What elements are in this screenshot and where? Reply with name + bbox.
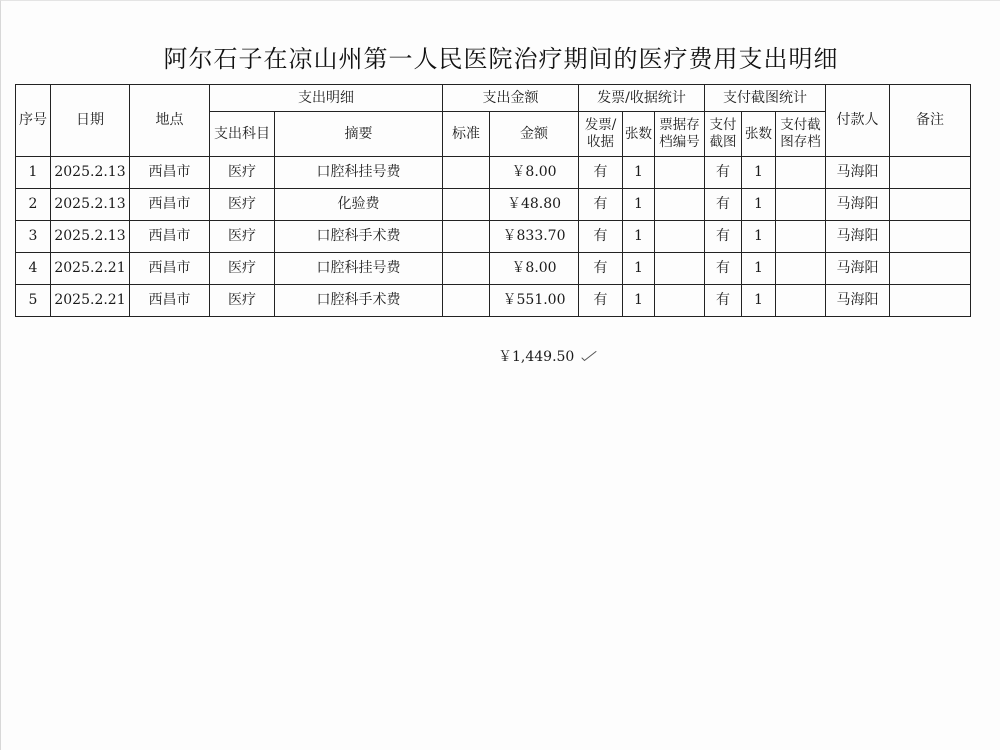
- cell-standard: [443, 221, 490, 253]
- cell-place: 西昌市: [130, 253, 210, 285]
- cell-amount: ￥8.00: [490, 253, 579, 285]
- header-invoice: [579, 112, 623, 157]
- cell-date: 2025.2.21: [51, 253, 130, 285]
- cell-remark: [890, 285, 971, 317]
- cell-standard: [443, 285, 490, 317]
- header-invoice-line1: 发票/: [584, 117, 617, 133]
- cell-archive-no: [655, 221, 705, 253]
- cell-standard: [443, 189, 490, 221]
- cell-screenshot: 有: [705, 221, 742, 253]
- cell-amount: ￥833.70: [490, 221, 579, 253]
- cell-remark: [890, 221, 971, 253]
- cell-screenshot-archive: [776, 285, 826, 317]
- cell-screenshot-count: 1: [742, 221, 776, 253]
- cell-summary: 口腔科手术费: [275, 221, 443, 253]
- cell-amount: ￥48.80: [490, 189, 579, 221]
- cell-payer: 马海阳: [826, 253, 890, 285]
- table-row: [16, 285, 971, 317]
- header-screenshot: [705, 112, 742, 157]
- cell-screenshot: 有: [705, 157, 742, 189]
- cell-seq: 5: [16, 285, 51, 317]
- cell-seq: 3: [16, 221, 51, 253]
- cell-category: 医疗: [210, 221, 275, 253]
- header-screenshot-group: 支付截图统计: [705, 85, 826, 112]
- cell-invoice-count: 1: [623, 157, 655, 189]
- header-row-1: [16, 85, 971, 112]
- cell-remark: [890, 157, 971, 189]
- header-screenshot-line1: 支付: [709, 117, 737, 133]
- header-amount-group: 支出金额: [443, 85, 579, 112]
- total-amount: [498, 346, 597, 366]
- header-summary: 摘要: [275, 112, 443, 157]
- cell-invoice: 有: [579, 221, 623, 253]
- cell-place: 西昌市: [130, 221, 210, 253]
- cell-archive-no: [655, 189, 705, 221]
- cell-seq: 4: [16, 253, 51, 285]
- cell-remark: [890, 253, 971, 285]
- cell-screenshot-count: 1: [742, 189, 776, 221]
- cell-standard: [443, 157, 490, 189]
- cell-screenshot: 有: [705, 189, 742, 221]
- document-title: 阿尔石子在凉山州第一人民医院治疗期间的医疗费用支出明细: [163, 45, 839, 73]
- cell-date: 2025.2.13: [51, 221, 130, 253]
- cell-invoice-count: 1: [623, 189, 655, 221]
- header-detail-group: 支出明细: [210, 85, 443, 112]
- cell-archive-no: [655, 157, 705, 189]
- cell-category: 医疗: [210, 285, 275, 317]
- cell-invoice-count: 1: [623, 253, 655, 285]
- header-ss-archive-line1: 支付截: [780, 117, 821, 133]
- cell-invoice: 有: [579, 189, 623, 221]
- header-screenshot-archive: [776, 112, 826, 157]
- cell-payer: 马海阳: [826, 221, 890, 253]
- header-payer: 付款人: [826, 85, 890, 157]
- cell-invoice: 有: [579, 157, 623, 189]
- cell-place: 西昌市: [130, 157, 210, 189]
- cell-payer: 马海阳: [826, 285, 890, 317]
- header-seq: 序号: [16, 85, 51, 157]
- cell-date: 2025.2.21: [51, 285, 130, 317]
- cell-seq: 1: [16, 157, 51, 189]
- cell-screenshot-archive: [776, 221, 826, 253]
- cell-seq: 2: [16, 189, 51, 221]
- cell-archive-no: [655, 253, 705, 285]
- header-archive-line1: 票据存: [659, 117, 700, 133]
- header-date: 日期: [51, 85, 130, 157]
- cell-screenshot-count: 1: [742, 285, 776, 317]
- header-screenshot-line2: 截图: [709, 134, 737, 150]
- cell-category: 医疗: [210, 253, 275, 285]
- expense-table: [15, 84, 971, 317]
- cell-place: 西昌市: [130, 189, 210, 221]
- header-invoice-count: 张数: [623, 112, 655, 157]
- table-row: [16, 221, 971, 253]
- cell-archive-no: [655, 285, 705, 317]
- cell-screenshot-archive: [776, 189, 826, 221]
- handwritten-check-icon: [581, 350, 597, 362]
- cell-screenshot-archive: [776, 253, 826, 285]
- cell-screenshot-count: 1: [742, 253, 776, 285]
- table-row: [16, 189, 971, 221]
- header-place: 地点: [130, 85, 210, 157]
- cell-payer: 马海阳: [826, 189, 890, 221]
- cell-category: 医疗: [210, 189, 275, 221]
- header-remark: 备注: [890, 85, 971, 157]
- cell-invoice-count: 1: [623, 285, 655, 317]
- cell-standard: [443, 253, 490, 285]
- cell-screenshot-archive: [776, 157, 826, 189]
- header-invoice-group: 发票/收据统计: [579, 85, 705, 112]
- cell-screenshot: 有: [705, 253, 742, 285]
- cell-payer: 马海阳: [826, 157, 890, 189]
- cell-invoice: 有: [579, 253, 623, 285]
- cell-amount: ￥8.00: [490, 157, 579, 189]
- header-screenshot-count: 张数: [742, 112, 776, 157]
- cell-place: 西昌市: [130, 285, 210, 317]
- header-archive-no: [655, 112, 705, 157]
- header-invoice-line2: 收据: [587, 134, 614, 150]
- cell-summary: 口腔科手术费: [275, 285, 443, 317]
- header-category: 支出科目: [210, 112, 275, 157]
- cell-invoice: 有: [579, 285, 623, 317]
- table-row: [16, 157, 971, 189]
- cell-summary: 化验费: [275, 189, 443, 221]
- cell-screenshot-count: 1: [742, 157, 776, 189]
- cell-amount: ￥551.00: [490, 285, 579, 317]
- total-value: ￥1,449.50: [498, 349, 575, 365]
- header-standard: 标准: [443, 112, 490, 157]
- cell-date: 2025.2.13: [51, 157, 130, 189]
- cell-summary: 口腔科挂号费: [275, 157, 443, 189]
- cell-remark: [890, 189, 971, 221]
- header-ss-archive-line2: 图存档: [780, 134, 821, 150]
- header-amount: 金额: [490, 112, 579, 157]
- cell-date: 2025.2.13: [51, 189, 130, 221]
- cell-category: 医疗: [210, 157, 275, 189]
- cell-screenshot: 有: [705, 285, 742, 317]
- header-archive-line2: 档编号: [659, 134, 700, 150]
- table-row: [16, 253, 971, 285]
- cell-invoice-count: 1: [623, 221, 655, 253]
- cell-summary: 口腔科挂号费: [275, 253, 443, 285]
